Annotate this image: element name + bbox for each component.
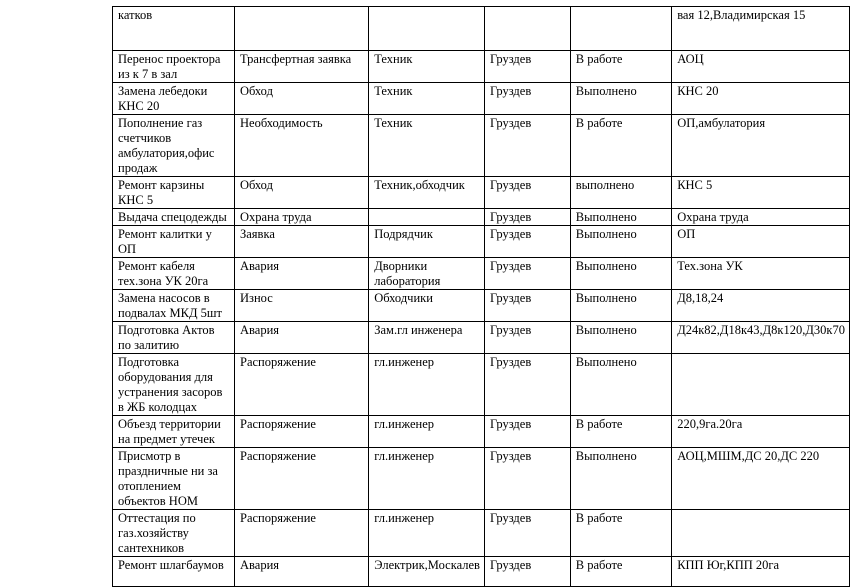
cell-status: Выполнено <box>570 209 671 226</box>
cell-task: Объезд территории на предмет утечек <box>113 416 235 448</box>
cell-location: ОП,амбулатория <box>672 115 850 177</box>
cell-task: Замена лебедоки КНС 20 <box>113 83 235 115</box>
cell-task: Ремонт кабеля тех.зона УК 20га <box>113 258 235 290</box>
cell-location <box>672 510 850 557</box>
cell-task: Перенос проектора из к 7 в зал <box>113 51 235 83</box>
cell-location: АОЦ <box>672 51 850 83</box>
cell-executor <box>369 209 485 226</box>
cell-task: Пополнение газ счетчиков амбулатория,офис продаж <box>113 115 235 177</box>
table-row <box>113 177 850 209</box>
table-row <box>113 416 850 448</box>
table-row <box>113 290 850 322</box>
table-row <box>113 83 850 115</box>
cell-reason <box>235 7 369 51</box>
cell-status: Выполнено <box>570 290 671 322</box>
cell-reason: Распоряжение <box>235 416 369 448</box>
work-log-table <box>112 6 850 587</box>
cell-executor: Зам.гл инженера <box>369 322 485 354</box>
cell-responsible: Груздев <box>484 226 570 258</box>
cell-responsible: Груздев <box>484 354 570 416</box>
table-row <box>113 322 850 354</box>
cell-location: КПП Юг,КПП 20га <box>672 557 850 587</box>
cell-responsible: Груздев <box>484 115 570 177</box>
cell-responsible: Груздев <box>484 51 570 83</box>
cell-reason: Распоряжение <box>235 448 369 510</box>
cell-responsible <box>484 7 570 51</box>
cell-location: 220,9га.20га <box>672 416 850 448</box>
cell-executor: гл.инженер <box>369 448 485 510</box>
cell-status: Выполнено <box>570 258 671 290</box>
cell-task: Присмотр в праздничные ни за отоплением объектов НОМ <box>113 448 235 510</box>
cell-status <box>570 7 671 51</box>
cell-status: Выполнено <box>570 354 671 416</box>
cell-location: Охрана труда <box>672 209 850 226</box>
cell-reason: Охрана труда <box>235 209 369 226</box>
cell-task: Ремонт шлагбаумов <box>113 557 235 587</box>
cell-executor: Дворники лаборатория <box>369 258 485 290</box>
cell-executor: Техник <box>369 83 485 115</box>
cell-task: Выдача спецодежды <box>113 209 235 226</box>
table-row <box>113 510 850 557</box>
cell-reason: Авария <box>235 258 369 290</box>
table-row <box>113 7 850 51</box>
cell-location: КНС 20 <box>672 83 850 115</box>
cell-responsible: Груздев <box>484 510 570 557</box>
cell-reason: Необходимость <box>235 115 369 177</box>
cell-reason: Распоряжение <box>235 354 369 416</box>
cell-status: Выполнено <box>570 83 671 115</box>
cell-task: Ремонт карзины КНС 5 <box>113 177 235 209</box>
cell-executor: гл.инженер <box>369 510 485 557</box>
cell-task: Замена насосов в подвалах МКД 5шт <box>113 290 235 322</box>
cell-location: Тех.зона УК <box>672 258 850 290</box>
table-row <box>113 354 850 416</box>
cell-executor: Обходчики <box>369 290 485 322</box>
cell-responsible: Груздев <box>484 322 570 354</box>
cell-executor: Подрядчик <box>369 226 485 258</box>
cell-status: выполнено <box>570 177 671 209</box>
table-row <box>113 226 850 258</box>
cell-executor: гл.инженер <box>369 416 485 448</box>
cell-location: ОП <box>672 226 850 258</box>
cell-responsible: Груздев <box>484 416 570 448</box>
cell-status: В работе <box>570 115 671 177</box>
cell-reason: Авария <box>235 557 369 587</box>
cell-status: В работе <box>570 557 671 587</box>
cell-executor: Техник <box>369 51 485 83</box>
cell-executor: Техник,обходчик <box>369 177 485 209</box>
cell-reason: Заявка <box>235 226 369 258</box>
cell-task: Подготовка оборудования для устранения засоров в ЖБ колодцах <box>113 354 235 416</box>
table-row <box>113 258 850 290</box>
cell-status: Выполнено <box>570 322 671 354</box>
cell-task: Оттестация по газ.хозяйству сантехников <box>113 510 235 557</box>
table-row <box>113 448 850 510</box>
cell-responsible: Груздев <box>484 290 570 322</box>
cell-executor: гл.инженер <box>369 354 485 416</box>
cell-location: Д24к82,Д18к43,Д8к120,Д30к70 <box>672 322 850 354</box>
cell-location: вая 12,Владимирская 15 <box>672 7 850 51</box>
cell-task: Ремонт калитки у ОП <box>113 226 235 258</box>
cell-task: катков <box>113 7 235 51</box>
cell-responsible: Груздев <box>484 448 570 510</box>
cell-status: В работе <box>570 51 671 83</box>
cell-status: В работе <box>570 416 671 448</box>
cell-responsible: Груздев <box>484 209 570 226</box>
cell-executor <box>369 7 485 51</box>
table-body <box>113 7 850 587</box>
cell-location: АОЦ,МШМ,ДС 20,ДС 220 <box>672 448 850 510</box>
cell-reason: Авария <box>235 322 369 354</box>
cell-reason: Обход <box>235 83 369 115</box>
table-row <box>113 51 850 83</box>
table-row <box>113 557 850 587</box>
cell-status: В работе <box>570 510 671 557</box>
cell-location: Д8,18,24 <box>672 290 850 322</box>
table-row <box>113 209 850 226</box>
cell-location: КНС 5 <box>672 177 850 209</box>
cell-responsible: Груздев <box>484 83 570 115</box>
cell-responsible: Груздев <box>484 177 570 209</box>
cell-reason: Обход <box>235 177 369 209</box>
cell-executor: Техник <box>369 115 485 177</box>
cell-location <box>672 354 850 416</box>
cell-reason: Трансфертная заявка <box>235 51 369 83</box>
cell-responsible: Груздев <box>484 258 570 290</box>
cell-status: Выполнено <box>570 448 671 510</box>
cell-executor: Электрик,Москалев <box>369 557 485 587</box>
cell-task: Подготовка Актов по залитию <box>113 322 235 354</box>
cell-reason: Износ <box>235 290 369 322</box>
table-row <box>113 115 850 177</box>
cell-status: Выполнено <box>570 226 671 258</box>
cell-responsible: Груздев <box>484 557 570 587</box>
cell-reason: Распоряжение <box>235 510 369 557</box>
